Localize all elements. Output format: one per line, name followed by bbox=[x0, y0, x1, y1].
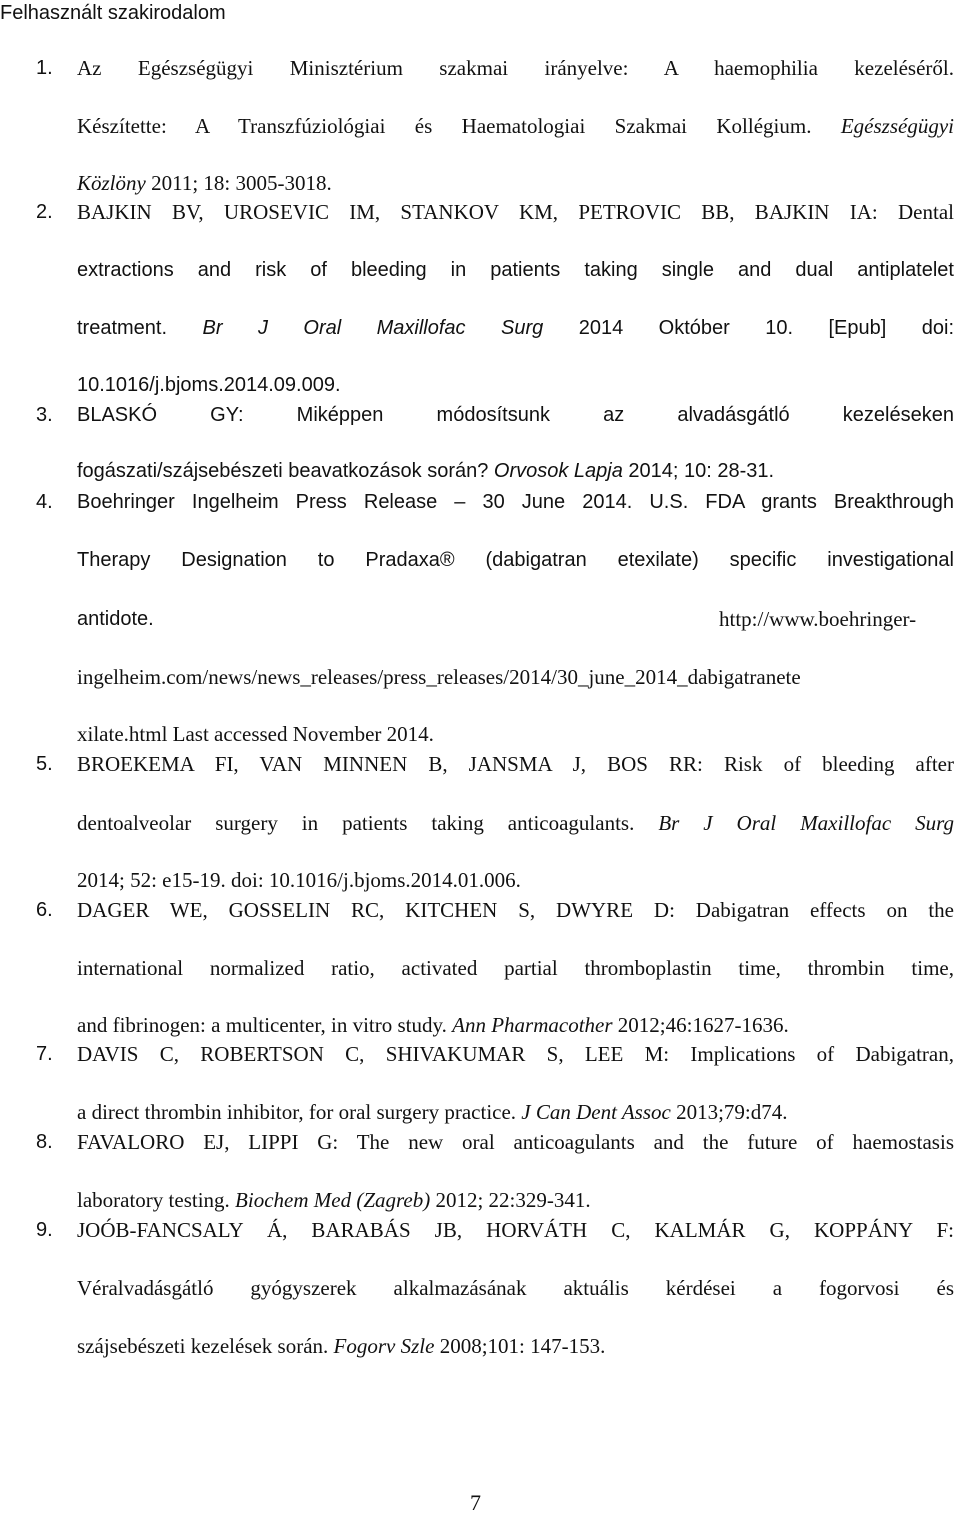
reference-number: 4. bbox=[36, 491, 53, 513]
reference-line: 2014; 52: e15-19. doi: 10.1016/j.bjoms.2014.01.006. bbox=[77, 868, 521, 892]
reference-line: BLASKÓ GY: Miképpen módosítsunk az alvadásgátló kezeléseken bbox=[77, 404, 954, 426]
reference-line bbox=[77, 315, 954, 341]
reference-line bbox=[77, 1333, 954, 1359]
reference-line: JOÓB-FANCSALY Á, BARABÁS JB, HORVÁTH C, KALMÁR G, KOPPÁNY F: bbox=[77, 1218, 954, 1242]
reference-text: Készítette: A Transzfúziológiai és Haematologiai Szakmai Kollégium. bbox=[77, 114, 841, 138]
reference-text: szájsebészeti kezelések során. bbox=[77, 1334, 334, 1358]
reference-line: Therapy Designation to Pradaxa® (dabigatran etexilate) specific investigational bbox=[77, 549, 954, 571]
reference-line: FAVALORO EJ, LIPPI G: The new oral anticoagulants and the future of haemostasis bbox=[77, 1130, 954, 1154]
journal-title: J Can Dent Assoc bbox=[521, 1100, 671, 1124]
reference-url[interactable]: ingelheim.com/news/news_releases/press_releases/2014/30_june_2014_dabigatranete bbox=[77, 665, 801, 689]
journal-title: Fogorv Szle bbox=[333, 1334, 435, 1358]
reference-text: dentoalveolar surgery in patients taking anticoagulants. bbox=[77, 811, 635, 835]
reference-text: 2012; 22:329-341. bbox=[430, 1188, 591, 1212]
reference-number: 6. bbox=[36, 899, 53, 921]
journal-title: Ann Pharmacother bbox=[452, 1013, 613, 1037]
reference-line: Az Egészségügyi Minisztérium szakmai irányelve: A haemophilia kezeléséről. bbox=[77, 56, 954, 80]
journal-title: Br J Oral Maxillofac Surg bbox=[202, 317, 544, 339]
reference-text: 2008;101: 147-153. bbox=[434, 1334, 606, 1358]
reference-text: 2014; 10: 28-31. bbox=[622, 460, 775, 482]
reference-text: 2012;46:1627-1636. bbox=[612, 1013, 789, 1037]
journal-title: Orvosok Lapja bbox=[493, 460, 623, 482]
reference-line: DAVIS C, ROBERTSON C, SHIVAKUMAR S, LEE M: Implications of Dabigatran, bbox=[77, 1042, 954, 1066]
reference-line bbox=[77, 113, 954, 139]
reference-number: 9. bbox=[36, 1219, 53, 1241]
reference-text: laboratory testing. bbox=[77, 1188, 236, 1212]
reference-line: antidote. bbox=[77, 608, 154, 630]
section-heading: Felhasznált szakirodalom bbox=[0, 2, 226, 24]
reference-line: extractions and risk of bleeding in patients taking single and dual antiplatelet bbox=[77, 259, 954, 281]
reference-number: 7. bbox=[36, 1043, 53, 1065]
reference-line bbox=[77, 1099, 954, 1125]
reference-line: BAJKIN BV, UROSEVIC IM, STANKOV KM, PETROVIC BB, BAJKIN IA: Dental bbox=[77, 200, 954, 224]
reference-text: 2013;79:d74. bbox=[670, 1100, 788, 1124]
journal-title: Közlöny bbox=[77, 171, 146, 195]
reference-line: international normalized ratio, activated partial thromboplastin time, thrombin time, bbox=[77, 956, 954, 980]
reference-line bbox=[77, 170, 954, 196]
reference-number: 2. bbox=[36, 201, 53, 223]
reference-line bbox=[77, 1012, 954, 1038]
reference-line: Boehringer Ingelheim Press Release – 30 June 2014. U.S. FDA grants Breakthrough bbox=[77, 491, 954, 513]
reference-text: and fibrinogen: a multicenter, in vitro study. bbox=[77, 1013, 453, 1037]
reference-line: Véralvadásgátló gyógyszerek alkalmazásának aktuális kérdései a fogorvosi és bbox=[77, 1276, 954, 1300]
reference-text: 2011; 18: 3005-3018. bbox=[145, 171, 332, 195]
reference-line: xilate.html Last accessed November 2014. bbox=[77, 722, 434, 746]
reference-line bbox=[77, 810, 954, 836]
reference-line: DAGER WE, GOSSELIN RC, KITCHEN S, DWYRE D: Dabigatran effects on the bbox=[77, 898, 954, 922]
reference-text: fogászati/szájsebészeti beavatkozások során? bbox=[77, 460, 494, 482]
reference-line bbox=[77, 1187, 954, 1213]
page-number: 7 bbox=[470, 1490, 481, 1515]
reference-text: 2014 Október 10. [Epub] doi: bbox=[578, 317, 955, 339]
journal-title: Biochem Med (Zagreb) bbox=[235, 1188, 431, 1212]
reference-number: 3. bbox=[36, 404, 53, 426]
journal-title: Egészségügyi bbox=[840, 114, 954, 138]
reference-number: 5. bbox=[36, 753, 53, 775]
reference-line: 10.1016/j.bjoms.2014.09.009. bbox=[77, 374, 341, 396]
reference-line: BROEKEMA FI, VAN MINNEN B, JANSMA J, BOS RR: Risk of bleeding after bbox=[77, 752, 954, 776]
journal-title: Br J Oral Maxillofac Surg bbox=[658, 811, 955, 835]
reference-text: treatment. bbox=[77, 317, 168, 339]
reference-number: 1. bbox=[36, 57, 53, 79]
reference-url[interactable]: http://www.boehringer- bbox=[719, 607, 917, 631]
reference-text: a direct thrombin inhibitor, for oral surgery practice. bbox=[77, 1100, 522, 1124]
reference-number: 8. bbox=[36, 1131, 53, 1153]
reference-line bbox=[77, 458, 954, 484]
